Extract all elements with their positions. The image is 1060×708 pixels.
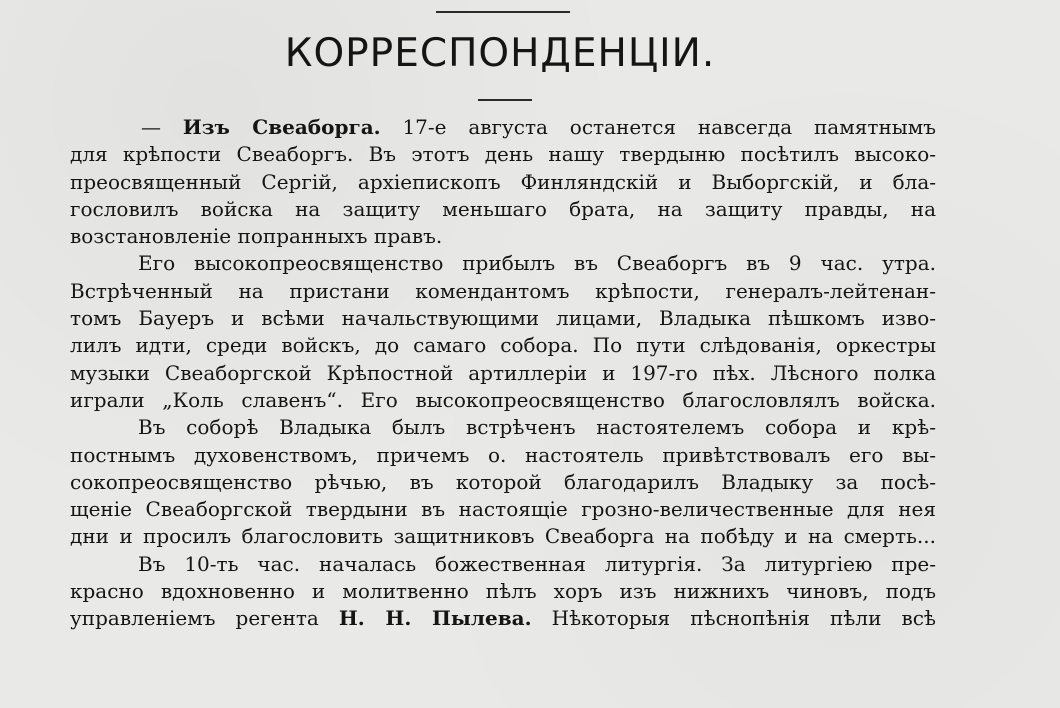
text-line: гословилъ войска на защиту меньшаго брата, на защиту правды, на bbox=[70, 196, 936, 221]
choir-director-name: Н. Н. Пылева. bbox=[338, 606, 532, 631]
text-line: Въ соборѣ Владыка былъ встрѣченъ настоятелемъ собора и крѣ- bbox=[138, 415, 936, 440]
text-line: преосвященный Сергій, архіепископъ Финляндскій и Выборгскій, и бла- bbox=[70, 169, 936, 194]
text-line: Въ 10-ть час. началась божественная литургія. За литургіею пре- bbox=[138, 551, 936, 576]
text-line: сокопреосвященство рѣчью, въ которой благодарилъ Владыку за посѣ- bbox=[70, 469, 936, 494]
article-body bbox=[70, 114, 936, 633]
text-line: щеніе Свеаборгской твердыни въ настоящіе грозно-величественные для нея bbox=[70, 497, 936, 522]
text-line: лилъ идти, среди войскъ, до самаго собора. По пути слѣдованія, оркестры bbox=[70, 333, 936, 358]
text-line: красно вдохновенно и молитвенно пѣлъ хоръ изъ нижнихъ чиновъ, подъ bbox=[70, 579, 936, 604]
top-rule bbox=[436, 11, 570, 13]
text-line: томъ Бауеръ и всѣми начальствующими лицами, Владыка пѣшкомъ изво- bbox=[70, 306, 936, 331]
text-line: возстановленіе попранныхъ правъ. bbox=[70, 224, 443, 249]
dateline-place: Изъ Свеаборга. bbox=[182, 115, 381, 139]
text-line: дни и просилъ благословить защитниковъ Свеаборга на побѣду и на смерть... bbox=[70, 524, 936, 549]
text-fragment: 17-е августа останется навсегда памятнымъ bbox=[380, 115, 936, 139]
text-line: Встрѣченный на пристани комендантомъ крѣпости, генералъ-лейтенан- bbox=[70, 278, 936, 303]
text-line bbox=[70, 114, 936, 141]
title-divider bbox=[478, 99, 532, 101]
text-fragment: управленіемъ регента bbox=[70, 606, 339, 631]
text-line: для крѣпости Свеаборгъ. Въ этотъ день нашу твердыню посѣтилъ высоко- bbox=[70, 142, 936, 167]
page-title: КОРРЕСПОНДЕНЦІИ. bbox=[284, 31, 716, 76]
text-line: Его высокопреосвященство прибылъ въ Свеаборгъ въ 9 час. утра. bbox=[138, 251, 936, 276]
text-line bbox=[70, 605, 936, 632]
dash: — bbox=[141, 115, 183, 139]
text-line: играли „Коль славенъ“. Его высокопреосвященство благословлялъ войска. bbox=[70, 387, 936, 412]
text-line: постнымъ духовенствомъ, причемъ о. настоятель привѣтствовалъ его вы- bbox=[70, 442, 936, 467]
text-line: музыки Свеаборгской Крѣпостной артиллеріи и 197-го пѣх. Лѣсного полка bbox=[70, 360, 936, 385]
text-fragment: Нѣкоторыя пѣснопѣнія пѣли всѣ bbox=[531, 606, 936, 631]
